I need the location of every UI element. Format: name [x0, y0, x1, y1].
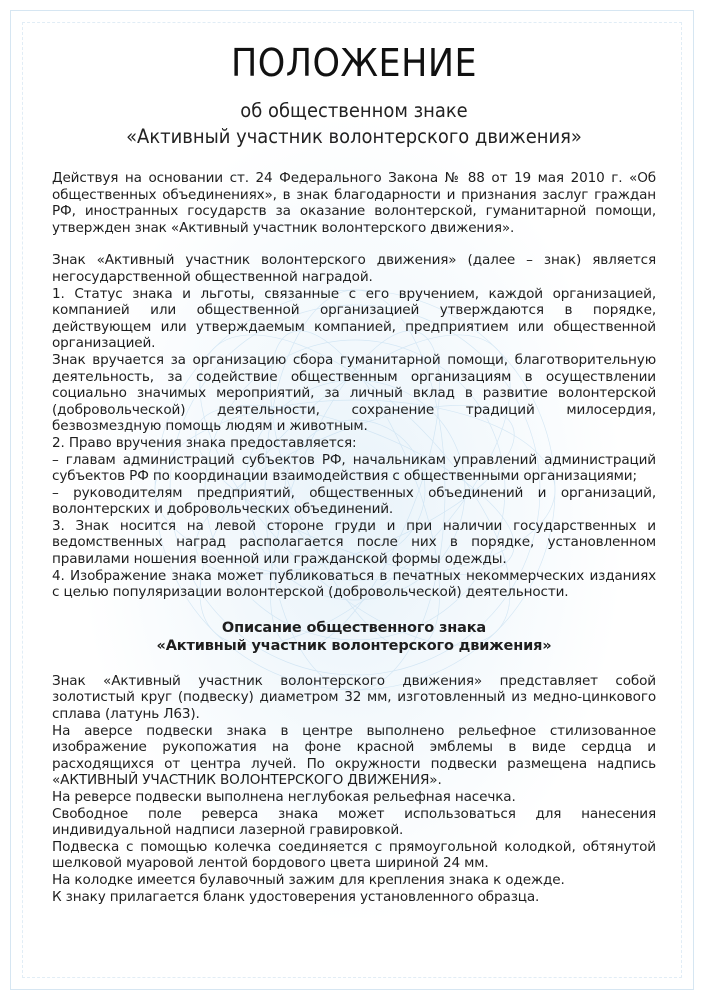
- section2-paragraph: Знак «Активный участник волонтерского движения» представляет собой золотистый круг (подвеску) диаметром 32 мм, изготовленный из медно-цинкового сплава (латунь Л63).: [52, 672, 656, 723]
- section2-paragraph: На аверсе подвески знака в центре выполнено рельефное стилизованное изображение рукопожатия на фоне красной эмблемы в виде сердца и расходящихся от центра лучей. По окружности подвески размещена надпись «АКТИВНЫЙ УЧАСТНИК ВОЛОНТЕРСКОГО ДВИЖЕНИЯ».: [52, 722, 656, 789]
- section1-paragraph: – главам администраций субъектов РФ, начальникам управлений администраций субъектов РФ по координации взаимодействия с общественными организациями;: [52, 451, 656, 485]
- document-subtitle: [76, 98, 632, 150]
- subtitle-line-2: «Активный участник волонтерского движения»: [126, 125, 582, 148]
- section2-paragraph: Свободное поле реверса знака может использоваться для нанесения индивидуальной надписи лазерной гравировкой.: [52, 805, 656, 839]
- section2-paragraph: Подвеска с помощью колечка соединяется с прямоугольной колодкой, обтянутой шелковой муаровой лентой бордового цвета шириной 24 мм.: [52, 838, 656, 872]
- section2-title: [52, 619, 656, 655]
- section1-paragraph: Знак «Активный участник волонтерского движения» (далее – знак) является негосударственной общественной наградой.: [52, 252, 656, 285]
- section2-paragraph: К знаку прилагается бланк удостоверения установленного образца.: [52, 888, 540, 905]
- section1-paragraph: 3. Знак носится на левой стороне груди и при наличии государственных и ведомственных наград располагается после них в порядке, установленном правилами ношения военной или гражданской формы одежды.: [52, 517, 656, 568]
- section2-paragraph: На колодке имеется булавочный зажим для крепления знака к одежде.: [52, 871, 565, 888]
- section1-paragraph: – руководителям предприятий, общественных объединений и организаций, волонтерских и добровольческих объединений.: [52, 484, 656, 518]
- section1-paragraph: 2. Право вручения знака предоставляется:: [52, 434, 357, 451]
- document-content: [52, 38, 656, 905]
- section1-paragraph: 4. Изображение знака может публиковаться в печатных некоммерческих изданиях с целью популяризации волонтерской (добровольческой) деятельности.: [52, 567, 656, 601]
- document-title: ПОЛОЖЕНИЕ: [230, 41, 478, 85]
- section1-paragraph: 1. Статус знака и льготы, связанные с его вручением, каждой организацией, компанией или общественной организацией утверждаются в порядке, действующем или утверждаемым компанией, предприятием или общественной организацией.: [52, 285, 656, 352]
- section1-paragraph: Знак вручается за организацию сбора гуманитарной помощи, благотворительную деятельность, за содействие общественным организациям в осуществлении социально значимых мероприятий, за личный вклад в развитие волонтерской (добровольческой) деятельности, сохранение традиций милосердия, безвозмездную помощь людям и животным.: [52, 351, 656, 435]
- section2-paragraph: На реверсе подвески выполнена неглубокая рельефная насечка.: [52, 789, 516, 805]
- section2-title-line-1: Описание общественного знака: [221, 619, 487, 636]
- document-body: [52, 170, 656, 905]
- section2-title-line-2: «Активный участник волонтерского движения»: [156, 637, 552, 654]
- subtitle-line-1: об общественном знаке: [240, 99, 468, 122]
- intro-paragraph: Действуя на основании ст. 24 Федерального Закона № 88 от 19 мая 2010 г. «Об общественных объединениях», в знак благодарности и признания заслуг граждан РФ, иностранных государств за оказание волонтерской, гуманитарной помощи, утвержден знак «Активный участник волонтерского движения».: [52, 170, 656, 236]
